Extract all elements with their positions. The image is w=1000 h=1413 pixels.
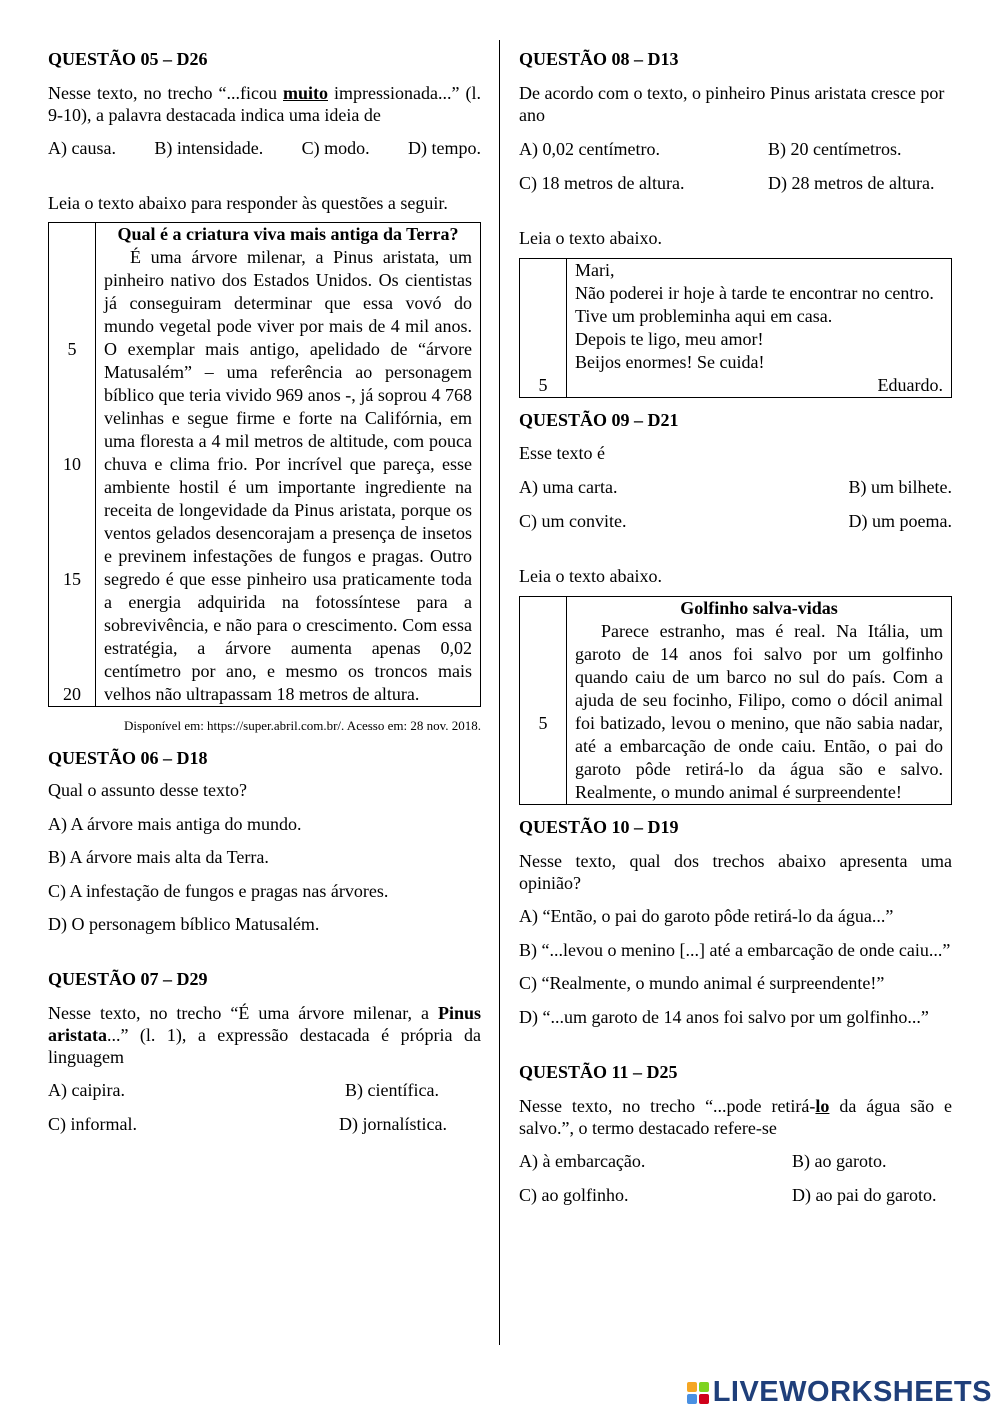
- option-b[interactable]: B) intensidade.: [154, 138, 264, 158]
- line-numbers: [49, 223, 96, 707]
- option-a[interactable]: A) caipira.: [48, 1080, 125, 1100]
- line-numbers: [520, 597, 567, 805]
- line-number: 20: [63, 684, 81, 704]
- option-c[interactable]: C) modo.: [301, 138, 370, 158]
- logo-text: LIVEWORKSHEETS: [712, 1376, 992, 1408]
- logo-mark-icon: [687, 1382, 709, 1404]
- note-line: Beijos enormes! Se cuida!: [575, 352, 765, 372]
- question-09-options-row2: [519, 510, 952, 532]
- option-b[interactable]: B) ao garoto.: [792, 1151, 887, 1171]
- option-a[interactable]: A) 0,02 centímetro.: [519, 139, 660, 159]
- question-11-stem: Nesse texto, no trecho “...pode retirá-lo da água são e salvo.”, o termo destacado refere-se: [519, 1096, 952, 1138]
- logo-square: [699, 1394, 709, 1404]
- question-11-options-row2: [519, 1184, 952, 1206]
- question-11: [519, 1061, 952, 1206]
- reading-instruction: Leia o texto abaixo.: [519, 566, 662, 586]
- option-d[interactable]: D) O personagem bíblico Matusalém.: [48, 914, 320, 934]
- reading-text-title: Qual é a criatura viva mais antiga da Terra?: [117, 224, 459, 244]
- question-08-stem: De acordo com o texto, o pinheiro Pinus aristata cresce por ano: [519, 83, 945, 125]
- logo-square: [699, 1382, 709, 1392]
- liveworksheets-logo[interactable]: [687, 1376, 992, 1409]
- question-05-options: [48, 137, 481, 159]
- highlighted-expression: Pinus aristata: [48, 1003, 481, 1045]
- line-number: 5: [67, 339, 77, 359]
- question-11-title: QUESTÃO 11 – D25: [519, 1062, 678, 1082]
- note-text-body: [567, 259, 952, 398]
- option-d[interactable]: D) jornalística.: [339, 1114, 447, 1134]
- dolphin-text-paragraph: Parece estranho, mas é real. Na Itália, um garoto de 14 anos foi salvo por um golfinho quando caiu de um barco no sul do país. Com a ajuda de seu focinho, Filipo, como o dócil animal foi batizado, levou o menino, que não sabia nadar, até a embarcação de onde caiu. Então, o pai do garoto pôde retirá-lo da água são e salvo. Realmente, o mundo animal é surpreendente!: [575, 621, 943, 802]
- line-number: 15: [63, 569, 81, 589]
- option-b[interactable]: B) 20 centímetros.: [768, 139, 902, 159]
- option-c[interactable]: C) um convite.: [519, 511, 627, 531]
- question-09-title: QUESTÃO 09 – D21: [519, 410, 679, 430]
- option-d[interactable]: D) tempo.: [408, 138, 481, 158]
- line-number: 5: [538, 713, 548, 733]
- source-citation: Disponível em: https://super.abril.com.br/. Acesso em: 28 nov. 2018.: [124, 718, 481, 733]
- question-08: [519, 48, 952, 194]
- logo-square: [687, 1394, 697, 1404]
- option-a[interactable]: A) uma carta.: [519, 477, 618, 497]
- highlighted-word: muito: [283, 83, 328, 103]
- highlighted-term: lo: [815, 1096, 830, 1116]
- option-a[interactable]: A) à embarcação.: [519, 1151, 646, 1171]
- question-09-options-row1: [519, 476, 952, 498]
- note-line: Não poderei ir hoje à tarde te encontrar no centro.: [575, 283, 934, 303]
- reading-text-body: [96, 223, 481, 707]
- line-number: 10: [63, 454, 81, 474]
- question-05: [48, 48, 481, 159]
- option-b[interactable]: B) A árvore mais alta da Terra.: [48, 847, 269, 867]
- dolphin-text-title: Golfinho salva-vidas: [680, 598, 838, 618]
- question-10: [519, 816, 952, 1028]
- option-d[interactable]: D) “...um garoto de 14 anos foi salvo por um golfinho...”: [519, 1007, 929, 1027]
- question-07-stem: Nesse texto, no trecho “É uma árvore milenar, a Pinus aristata...” (l. 1), a expressão destacada é própria da linguagem: [48, 1003, 481, 1067]
- question-07-options-row1: [48, 1079, 481, 1101]
- option-c[interactable]: C) 18 metros de altura.: [519, 173, 685, 193]
- option-b[interactable]: B) “...levou o menino [...] até a embarcação de onde caiu...”: [519, 940, 951, 960]
- reading-instruction: Leia o texto abaixo.: [519, 228, 662, 248]
- question-11-options-row1: [519, 1150, 952, 1172]
- option-a[interactable]: A) A árvore mais antiga do mundo.: [48, 814, 302, 834]
- reading-text-box: [48, 222, 481, 707]
- question-09: [519, 409, 952, 532]
- option-a[interactable]: A) causa.: [48, 138, 116, 158]
- column-divider: [499, 40, 500, 1345]
- note-line: Mari,: [575, 260, 615, 280]
- question-07-title: QUESTÃO 07 – D29: [48, 969, 208, 989]
- option-b[interactable]: B) científica.: [345, 1080, 439, 1100]
- note-signature: Eduardo.: [877, 375, 943, 395]
- right-column: [519, 38, 952, 1206]
- note-line: Depois te ligo, meu amor!: [575, 329, 764, 349]
- left-column: [48, 38, 481, 1135]
- question-05-stem: Nesse texto, no trecho “...ficou muito impressionada...” (l. 9-10), a palavra destacada indica uma ideia de: [48, 83, 481, 125]
- question-06-title: QUESTÃO 06 – D18: [48, 748, 208, 768]
- question-06: [48, 747, 481, 935]
- line-number: 5: [538, 375, 548, 395]
- option-d[interactable]: D) ao pai do garoto.: [792, 1185, 937, 1205]
- option-d[interactable]: D) um poema.: [848, 511, 952, 531]
- logo-square: [687, 1382, 697, 1392]
- question-07-options-row2: [48, 1113, 481, 1135]
- question-08-title: QUESTÃO 08 – D13: [519, 49, 679, 69]
- question-06-stem: Qual o assunto desse texto?: [48, 780, 247, 800]
- question-10-title: QUESTÃO 10 – D19: [519, 817, 679, 837]
- question-09-stem: Esse texto é: [519, 443, 605, 463]
- option-b[interactable]: B) um bilhete.: [848, 477, 952, 497]
- question-08-options-row2: [519, 172, 952, 194]
- option-a[interactable]: A) “Então, o pai do garoto pôde retirá-lo da água...”: [519, 906, 894, 926]
- reading-text-paragraph: É uma árvore milenar, a Pinus aristata, um pinheiro nativo dos Estados Unidos. Os cientistas já conseguiram determinar que essa vovó do mundo vegetal pode viver por mais de 4 mil anos. O exemplar mais antigo, apelidado de “árvore Matusalém” – uma referência ao personagem bíblico que teria vivido 969 anos -, já soprou 4 768 velinhas e segue firme e forte na Califórnia, em uma floresta a 4 mil metros de altitude, com pouca chuva e clima frio. Por incrível que pareça, esse ambiente hostil é um importante ingrediente na receita de longevidade da Pinus aristata, porque os ventos gelados desencorajam a presença de insetos e previnem infestações de fungos e pragas. Outro segredo é que esse pinheiro usa praticamente toda a energia adquirida na fotossíntese para a sobrevivência, e não para o crescimento. Com essa estratégia, a árvore aumenta apenas 0,02 centímetro por ano, e mesmo os troncos mais velhos não ultrapassam 18 metros de altura.: [104, 247, 472, 704]
- option-c[interactable]: C) A infestação de fungos e pragas nas árvores.: [48, 881, 389, 901]
- question-08-options-row1: [519, 138, 952, 160]
- option-c[interactable]: C) “Realmente, o mundo animal é surpreendente!”: [519, 973, 885, 993]
- question-10-stem: Nesse texto, qual dos trechos abaixo apresenta uma opinião?: [519, 851, 952, 893]
- option-d[interactable]: D) 28 metros de altura.: [768, 173, 935, 193]
- option-c[interactable]: C) informal.: [48, 1114, 137, 1134]
- question-07: [48, 968, 481, 1135]
- option-c[interactable]: C) ao golfinho.: [519, 1185, 629, 1205]
- question-05-title: QUESTÃO 05 – D26: [48, 49, 208, 69]
- dolphin-text-body: [567, 597, 952, 805]
- reading-instruction: Leia o texto abaixo para responder às questões a seguir.: [48, 193, 448, 213]
- note-text-box: [519, 258, 952, 398]
- line-numbers: [520, 259, 567, 398]
- note-line: Tive um probleminha aqui em casa.: [575, 306, 833, 326]
- dolphin-text-box: [519, 596, 952, 805]
